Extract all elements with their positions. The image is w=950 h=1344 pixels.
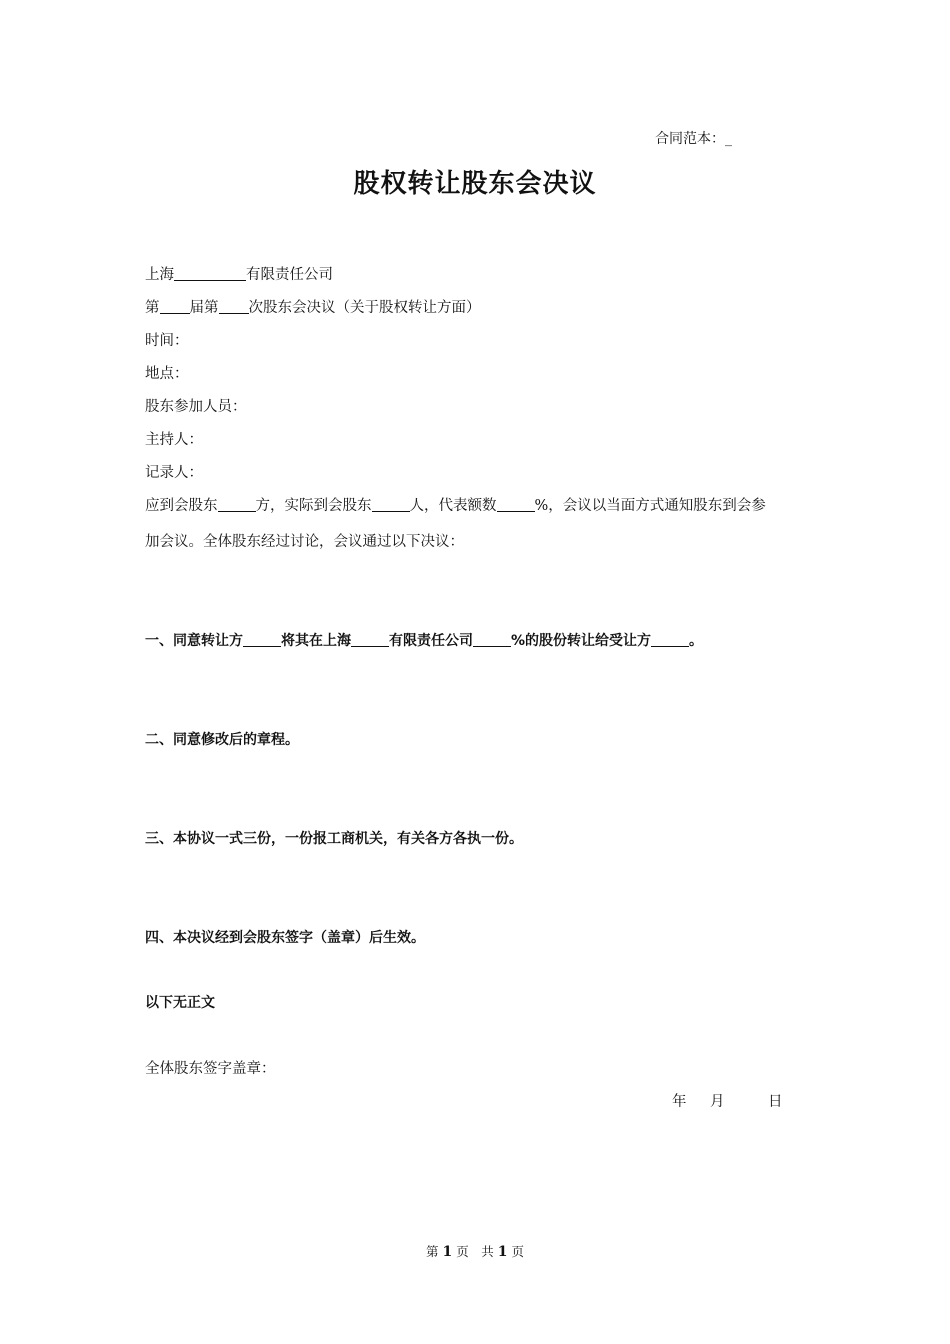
session-text-1: 第	[145, 300, 160, 316]
host-field: 主持人：	[145, 432, 203, 448]
resolution-1-text-5: 。	[689, 633, 704, 649]
transferee-blank[interactable]	[651, 632, 689, 647]
expected-shareholders-blank[interactable]	[218, 497, 256, 512]
session-text-3: 次股东会决议（关于股权转让方面）	[248, 300, 481, 316]
resolution-1-text-3: 有限责任公司	[389, 633, 473, 649]
attendance-text-4: %，会议以当面方式通知股东到会参	[534, 498, 766, 514]
attendance-line-2: 加会议。全体股东经过讨论，会议通过以下决议：	[145, 534, 464, 550]
doc-no-value: _	[725, 131, 732, 147]
resolution-1-text-1: 一、同意转让方	[145, 633, 243, 649]
attendees-field: 股东参加人员：	[145, 399, 247, 415]
date-day: 日	[768, 1094, 783, 1110]
attendance-text-3: 人，代表额数	[409, 498, 497, 514]
session-line	[145, 296, 481, 317]
end-note: 以下无正文	[145, 995, 215, 1011]
date-month: 月	[710, 1094, 725, 1110]
footer-text-2: 页 共	[456, 1244, 494, 1259]
company-prefix: 上海	[145, 267, 174, 283]
date-line	[672, 1090, 783, 1111]
total-pages: 1	[497, 1244, 508, 1260]
resolution-1-text-2: 将其在上海	[281, 633, 351, 649]
page-number: 1	[442, 1244, 453, 1260]
transferor-blank[interactable]	[243, 632, 281, 647]
company-suffix: 有限责任公司	[246, 267, 333, 283]
transfer-percentage-blank[interactable]	[473, 632, 511, 647]
signature-label: 全体股东签字盖章：	[145, 1061, 276, 1077]
attendance-text-1: 应到会股东	[145, 498, 218, 514]
attendance-text-2: 方，实际到会股东	[255, 498, 372, 514]
doc-no-label: 合同范本：	[655, 131, 725, 147]
resolution-4: 四、本决议经到会股东签字（盖章）后生效。	[145, 930, 425, 946]
session-text-2: 届第	[189, 300, 219, 316]
time-field: 时间：	[145, 333, 189, 349]
footer-text-3: 页	[511, 1244, 524, 1259]
resolution-1	[145, 630, 703, 650]
meeting-number-blank[interactable]	[219, 299, 249, 314]
resolution-3: 三、本协议一式三份，一份报工商机关，有关各方各执一份。	[145, 831, 523, 847]
company-blank[interactable]	[351, 632, 389, 647]
place-field: 地点：	[145, 366, 189, 382]
footer-text-1: 第	[426, 1244, 439, 1259]
company-line	[145, 263, 333, 284]
contract-template-label	[655, 128, 732, 148]
recorder-field: 记录人：	[145, 465, 203, 481]
company-name-blank[interactable]	[174, 266, 246, 281]
page-footer	[0, 1242, 950, 1260]
resolution-2: 二、同意修改后的章程。	[145, 732, 299, 748]
attendance-line-1	[145, 494, 766, 515]
page-title: 股权转让股东会决议	[353, 169, 597, 199]
resolution-1-text-4: %的股份转让给受让方	[511, 633, 652, 649]
session-number-blank[interactable]	[160, 299, 190, 314]
date-year: 年	[672, 1094, 687, 1110]
share-percentage-blank[interactable]	[497, 497, 535, 512]
actual-shareholders-blank[interactable]	[372, 497, 410, 512]
